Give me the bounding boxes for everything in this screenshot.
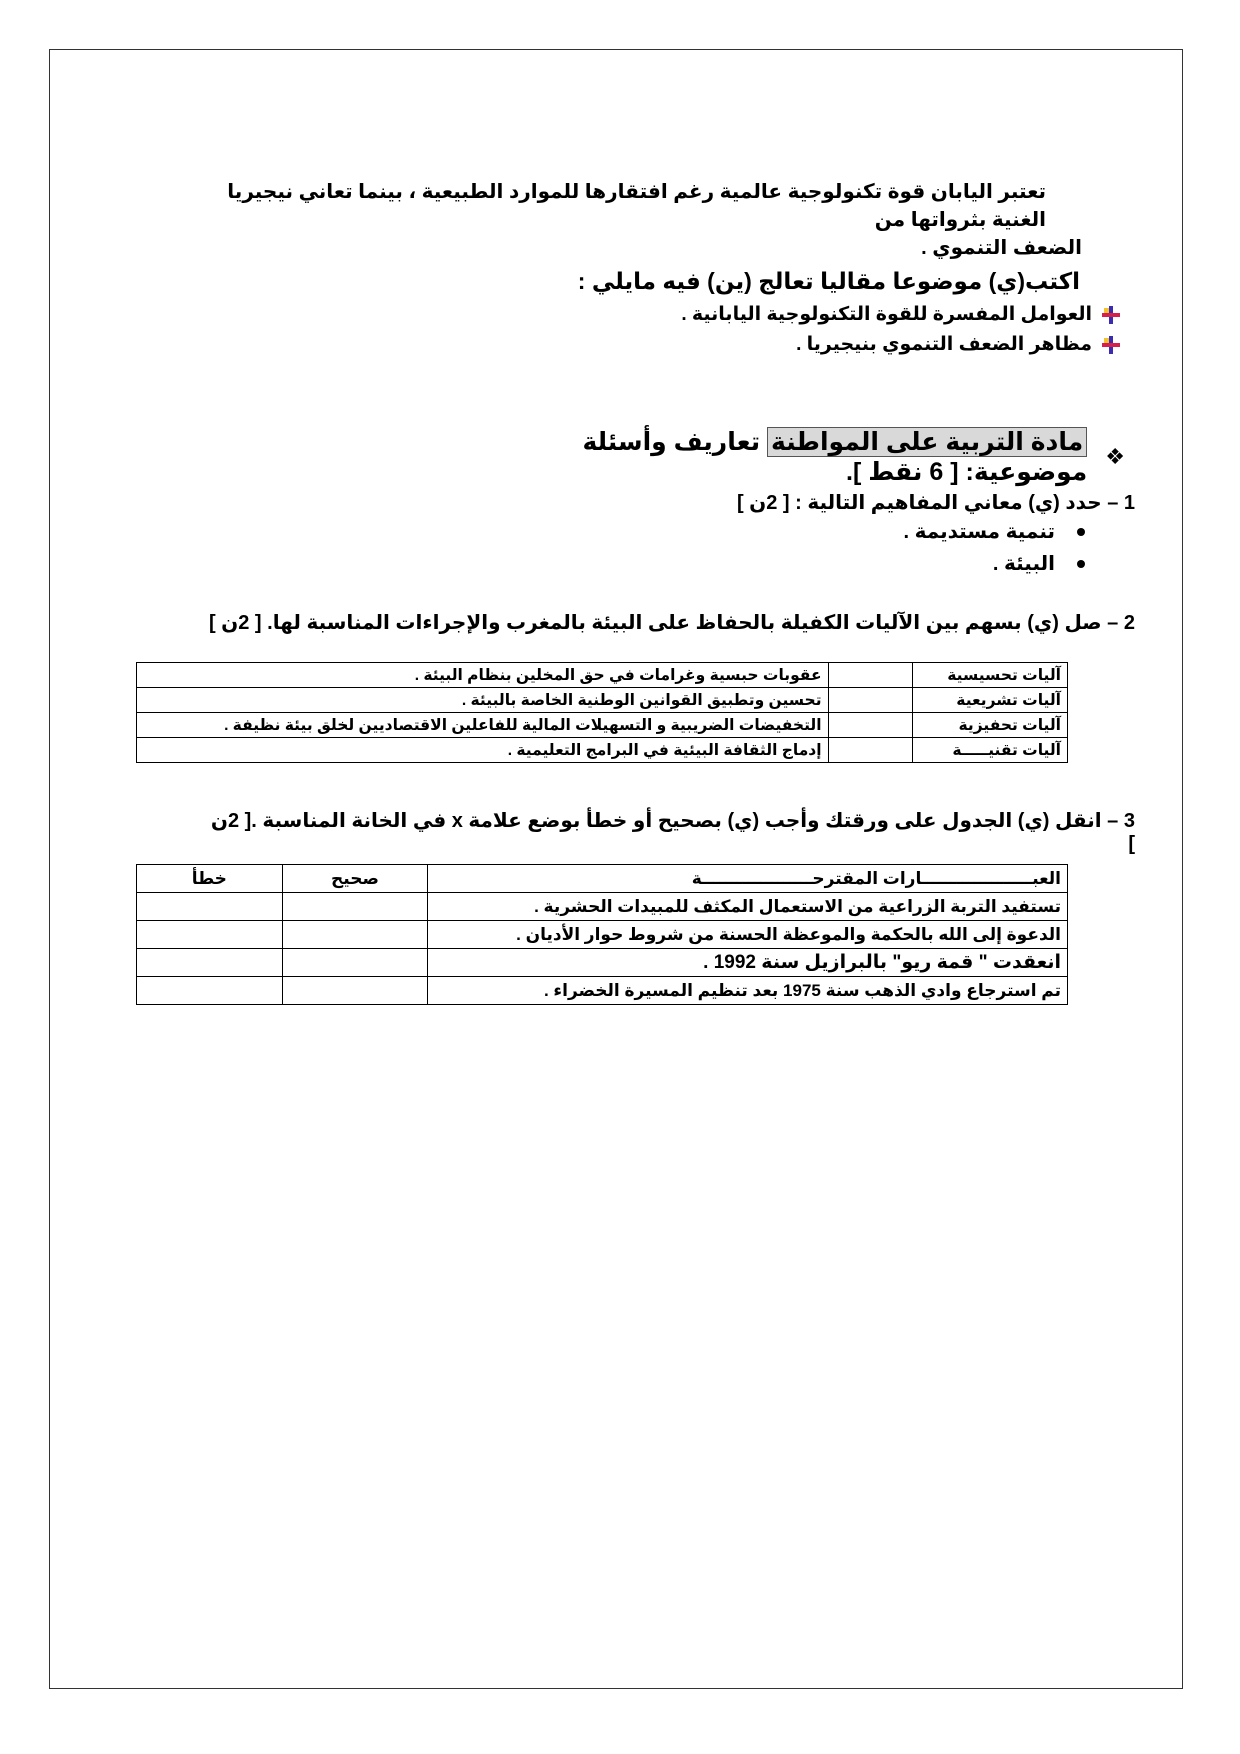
essay-item-2	[600, 333, 1120, 356]
connector-cell	[828, 738, 913, 763]
section-highlighted-title: مادة التربية على المواطنة	[767, 427, 1087, 457]
false-cell	[137, 949, 283, 977]
bullet-dot-icon	[1077, 560, 1085, 568]
true-header: صحيح	[282, 865, 428, 893]
true-cell	[282, 893, 428, 921]
statement-text: الدعوة إلى الله بالحكمة والموعظة الحسنة من شروط حوار الأديان .	[428, 921, 1068, 949]
essay-prompt: اكتب(ي) موضوعا مقاليا تعالج (ين) فيه مايلي :	[577, 268, 1080, 294]
question-3-title: 3 – انقل (ي) الجدول على ورقتك وأجب (ي) بصحيح أو خطأ بوضع علامة x في الخانة المناسبة .[ 2ن ]	[210, 810, 1135, 855]
table-header-row	[137, 865, 1068, 893]
measure-text: إدماج الثقافة البيئية في البرامج التعليمية .	[137, 738, 829, 763]
table-row	[137, 663, 1068, 688]
intro-paragraph	[205, 178, 1082, 262]
section-heading	[455, 427, 1125, 487]
q1-item-text: تنمية مستديمة .	[903, 521, 1055, 543]
true-cell	[282, 921, 428, 949]
statement-text: تم استرجاع وادي الذهب سنة 1975 بعد تنظيم المسيرة الخضراء .	[428, 977, 1068, 1005]
mechanism-label: آليات تقنيـــــة	[913, 738, 1068, 763]
mechanism-label: آليات تحفيزية	[913, 713, 1068, 738]
intro-line-1: تعتبر اليابان قوة تكنولوجية عالمية رغم افتقارها للموارد الطبيعية ، بينما تعاني نيجيريا الغنية بثرواتها من	[227, 181, 1046, 231]
plus-icon	[1102, 336, 1120, 354]
statement-text: انعقدت " قمة ريو" بالبرازيل سنة 1992 .	[428, 949, 1068, 977]
bullet-dot-icon	[1077, 528, 1085, 536]
plus-icon	[1102, 306, 1120, 324]
measure-text: التخفيضات الضريبية و التسهيلات المالية للفاعلين الاقتصاديين لخلق بيئة نظيفة .	[137, 713, 829, 738]
table-row	[137, 893, 1068, 921]
false-cell	[137, 921, 283, 949]
table-row	[137, 688, 1068, 713]
mechanism-label: آليات تشريعية	[913, 688, 1068, 713]
table-row	[137, 713, 1068, 738]
essay-item-1	[600, 303, 1120, 326]
table-row	[137, 921, 1068, 949]
false-cell	[137, 977, 283, 1005]
false-header: خطأ	[137, 865, 283, 893]
true-false-table	[136, 864, 1068, 1005]
mechanism-label: آليات تحسيسية	[913, 663, 1068, 688]
essay-item-text: مظاهر الضعف التنموي بنيجيريا .	[796, 334, 1092, 355]
section-title-rest: تعاريف وأسئلة موضوعية: [ 6 نقط ].	[582, 428, 1088, 486]
true-cell	[282, 949, 428, 977]
true-cell	[282, 977, 428, 1005]
essay-item-text: العوامل المفسرة للقوة التكنولوجية اليابانية .	[681, 304, 1092, 325]
question-1-title: 1 – حدد (ي) معاني المفاهيم التالية : [ 2ن ]	[736, 492, 1135, 514]
connector-cell	[828, 688, 913, 713]
table-row	[137, 949, 1068, 977]
connector-cell	[828, 713, 913, 738]
measure-text: تحسين وتطبيق القوانين الوطنية الخاصة بالبيئة .	[137, 688, 829, 713]
connector-cell	[828, 663, 913, 688]
diamond-bullet-icon: ❖	[1105, 444, 1125, 469]
statement-text: تستفيد التربة الزراعية من الاستعمال المكثف للمبيدات الحشرية .	[428, 893, 1068, 921]
false-cell	[137, 893, 283, 921]
mechanisms-table	[136, 662, 1068, 763]
question-2-title: 2 – صل (ي) بسهم بين الآليات الكفيلة بالحفاظ على البيئة بالمغرب والإجراءات المناسبة لها. [ 2ن ]	[208, 612, 1135, 634]
table-row	[137, 738, 1068, 763]
q1-item-1	[700, 519, 1085, 544]
statements-header: العبـــــــــــــــــــارات المقترحـــــــــــــــــــة	[428, 865, 1068, 893]
measure-text: عقوبات حبسية وغرامات في حق المخلين بنظام البيئة .	[137, 663, 829, 688]
q1-item-2	[700, 551, 1085, 576]
intro-line-2: الضعف التنموي .	[921, 237, 1082, 259]
q1-item-text: البيئة .	[992, 553, 1055, 575]
table-row	[137, 977, 1068, 1005]
